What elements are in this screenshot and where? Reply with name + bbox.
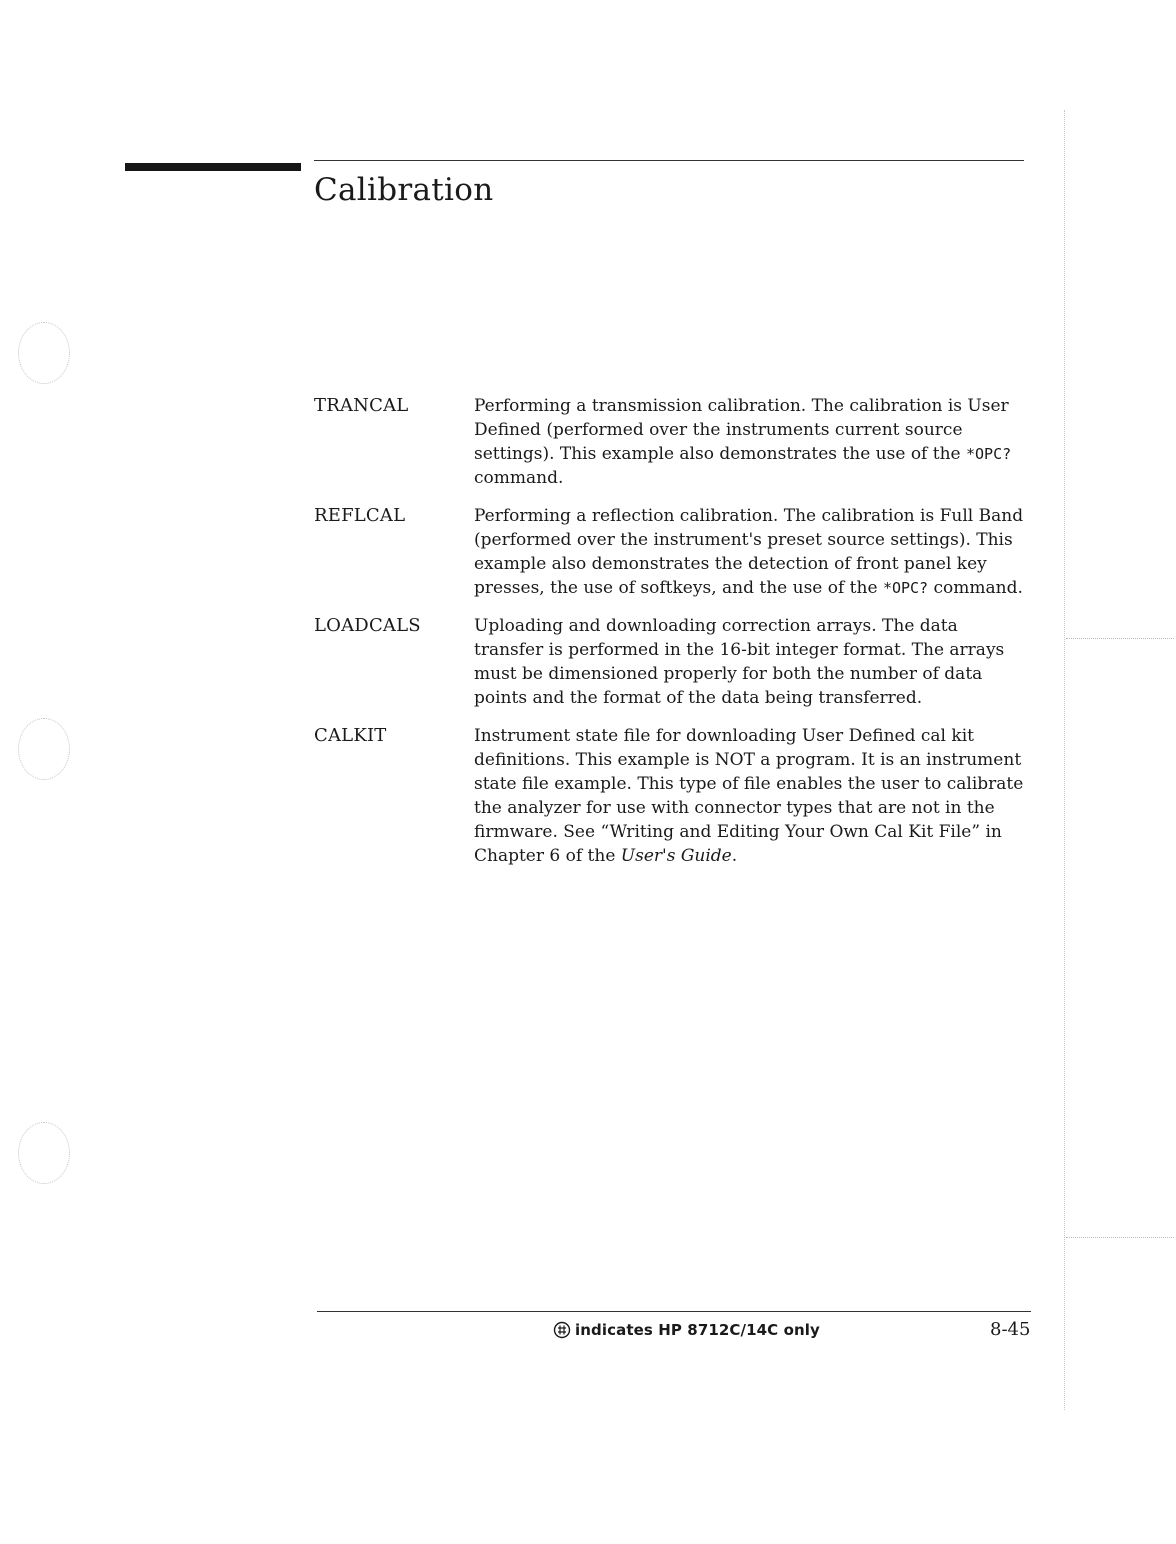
program-description	[474, 504, 1030, 600]
footer-note	[553, 1321, 820, 1339]
program-entry-calkit	[314, 724, 1034, 868]
footer-rule	[317, 1311, 1031, 1312]
punch-hole-mark	[18, 1122, 70, 1184]
punch-hole-mark	[18, 718, 70, 780]
section-title: Calibration	[314, 172, 494, 208]
description-text: Instrument state file for downloading User Defined cal kit definitions. This example is NOT a program. It is an instrument state file example. This type of file enables the user to calibrate the analyzer for use with connector types that are not in the firmware. See “Writing and Editing Your Own Cal Kit File” in Chapter 6 of the	[474, 726, 1024, 866]
hp-8712c-14c-icon	[553, 1321, 571, 1339]
section-header-rule	[314, 160, 1024, 161]
program-name: TRANCAL	[314, 395, 409, 416]
description-text: command.	[474, 468, 564, 488]
scan-mark	[1066, 1237, 1174, 1238]
description-text: Performing a transmission calibration. The calibration is User Defined (performed over the instruments current source settings). This example also demonstrates the use of the	[474, 396, 1009, 464]
program-name: LOADCALS	[314, 615, 421, 636]
punch-hole-mark	[18, 322, 70, 384]
program-name: CALKIT	[314, 725, 387, 746]
scan-edge-line	[1064, 110, 1065, 1410]
program-entry-trancal	[314, 394, 1034, 490]
command-code: *OPC?	[882, 579, 929, 597]
program-entry-loadcals	[314, 614, 1034, 710]
program-description: Uploading and downloading correction arrays. The data transfer is performed in the 16-bit integer format. The arrays must be dimensioned properly for both the number of data points and the format of the data being transferred.	[474, 616, 1005, 708]
description-text: Performing a reflection calibration. The calibration is Full Band (performed over the instrument's preset source settings). This example also demonstrates the detection of front panel key presses, the use of softkeys, and the use of the	[474, 506, 1024, 598]
program-entry-reflcal	[314, 504, 1034, 600]
program-description	[474, 724, 1030, 868]
description-text: command.	[928, 578, 1023, 598]
program-name: REFLCAL	[314, 505, 406, 526]
program-list	[314, 394, 1034, 882]
description-text: .	[731, 846, 738, 866]
section-header-bar	[125, 163, 301, 171]
page-number: 8-45	[990, 1319, 1031, 1340]
footer-note-text: indicates HP 8712C/14C only	[575, 1321, 820, 1339]
command-code: *OPC?	[966, 445, 1012, 463]
program-description	[474, 394, 1030, 490]
scan-mark	[1066, 638, 1174, 639]
users-guide-title: User's Guide	[620, 846, 732, 866]
